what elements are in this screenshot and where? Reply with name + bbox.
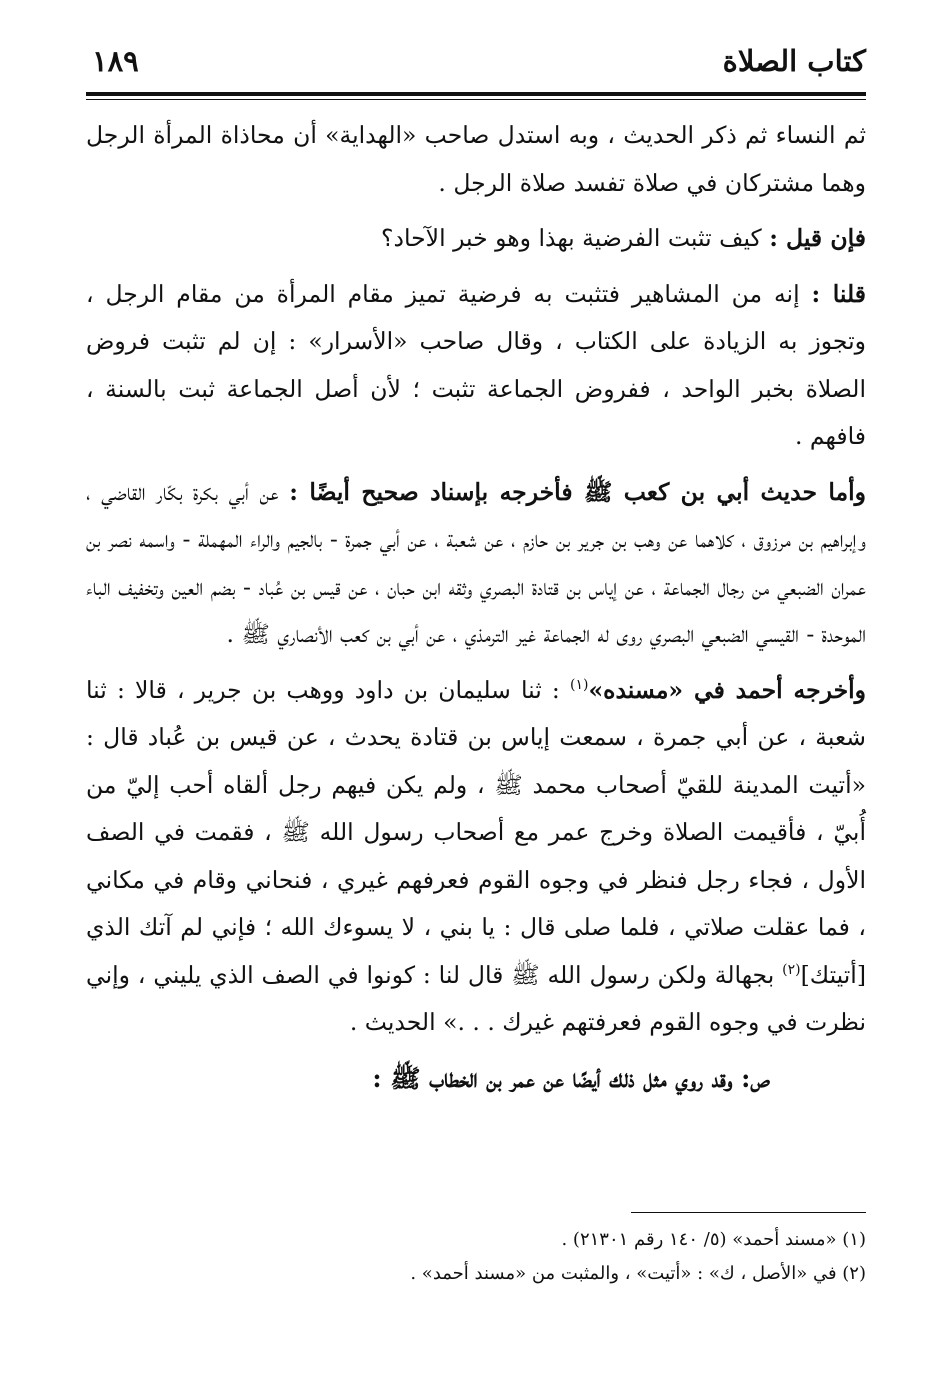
paragraph-lead: وأما حديث أبي بن كعب ﷺ فأخرجه بإسناد صحيح أيضًا : bbox=[289, 477, 866, 506]
paragraph-5: وأخرجه أحمد في «مسنده»$^{(١)}$ : ثنا سليمان بن داود ووهب بن جرير ، قالا : ثنا شعبة ، عن أبي جمرة ، سمعت إياس بن قتادة يحدث ، عن قيس بن عُباد قال : «أتيت المدينة للقيّ أصحاب محمد ﷺ ، ولم يكن فيهم رجل ألقاه أحب إليّ من أُبيّ ، فأقيمت الصلاة وخرج عمر مع أصحاب رسول الله ﷺ ، فقمت في الصف الأول ، فجاء رجل فنظر في وجوه القوم فعرفهم غيري ، فنحاني وقام في مكاني ، فما عقلت صلاتي ، فلما صلى قال : يا بني ، لا يسوءك الله ؛ فإني لم آتك الذي [أتيتك]$^{(٢)}$ بجهالة ولكن رسول الله ﷺ قال لنا : كونوا في الصف الذي يليني ، وإني نظرت في وجوه القوم فعرفتهم غيرك . . .» الحديث . bbox=[86, 675, 866, 1036]
page-number: ١٨٩ bbox=[92, 44, 139, 78]
paragraph-lead: وأخرجه أحمد في «مسنده» bbox=[588, 675, 866, 704]
page-header bbox=[86, 40, 866, 90]
footnote-list bbox=[86, 1223, 866, 1291]
footnote-rule bbox=[631, 1212, 866, 1213]
paragraph-lead: قلنا : bbox=[811, 279, 866, 308]
footnotes bbox=[86, 1212, 866, 1291]
footnote-1: (١) «مسند أحمد» (٥/ ١٤٠ رقم ٢١٣٠١) . bbox=[561, 1229, 866, 1250]
footnote-2: (٢) في «الأصل ، ك» : «أتيت» ، والمثبت من «مسند أحمد» . bbox=[410, 1263, 866, 1284]
paragraph-3: قلنا : إنه من المشاهير فتثبت به فرضية تميز مقام المرأة من مقام الرجل ، وتجوز به الزيادة على الكتاب ، وقال صاحب «الأسرار» : إن لم تثبت فروض الصلاة بخبر الواحد ، ففروض الجماعة تثبت ؛ لأن أصل الجماعة ثبت بالسنة ، فافهم . bbox=[86, 279, 866, 450]
footnote-ref-2: (٢) bbox=[782, 961, 801, 978]
paragraph-lead: فإن قيل : bbox=[769, 224, 866, 252]
paragraph-1: ثم النساء ثم ذكر الحديث ، وبه استدل صاحب «الهداية» أن محاذاة المرأة الرجل وهما مشتركان في صلاة تفسد صلاة الرجل . bbox=[86, 121, 866, 197]
header-rule-thin bbox=[86, 99, 866, 100]
paragraph-4: وأما حديث أبي بن كعب ﷺ فأخرجه بإسناد صحيح أيضًا : عن أبي بكرة بكّار القاضي ، وإبراهيم بن مرزوق ، كلاهما عن وهب بن جرير بن حازم ، عن شعبة ، عن أبي جمرة - بالجيم والراء المهملة - واسمه نصر بن عمران الضبعي من رجال الجماعة ، عن إياس بن قتادة البصري وثقه ابن حبان ، عن قيس بن عُباد - بضم العين وتخفيف الباء الموحدة - القيسي الضبعي البصري روى له الجماعة غير الترمذي ، عن أبي بن كعب الأنصاري ﷺ . bbox=[86, 477, 866, 648]
paragraph-2: فإن قيل : كيف تثبت الفرضية بهذا وهو خبر الآحاد؟ bbox=[381, 224, 866, 252]
paragraph-6: ص: وقد روي مثل ذلك أيضًا عن عمر بن الخطاب ﷺ : bbox=[372, 1063, 770, 1093]
main-text bbox=[86, 112, 866, 1102]
footnote-ref-1: (١) bbox=[569, 676, 589, 693]
page bbox=[86, 40, 866, 1110]
header-rule bbox=[86, 92, 866, 96]
chapter-title: كتاب الصلاة bbox=[722, 44, 866, 78]
